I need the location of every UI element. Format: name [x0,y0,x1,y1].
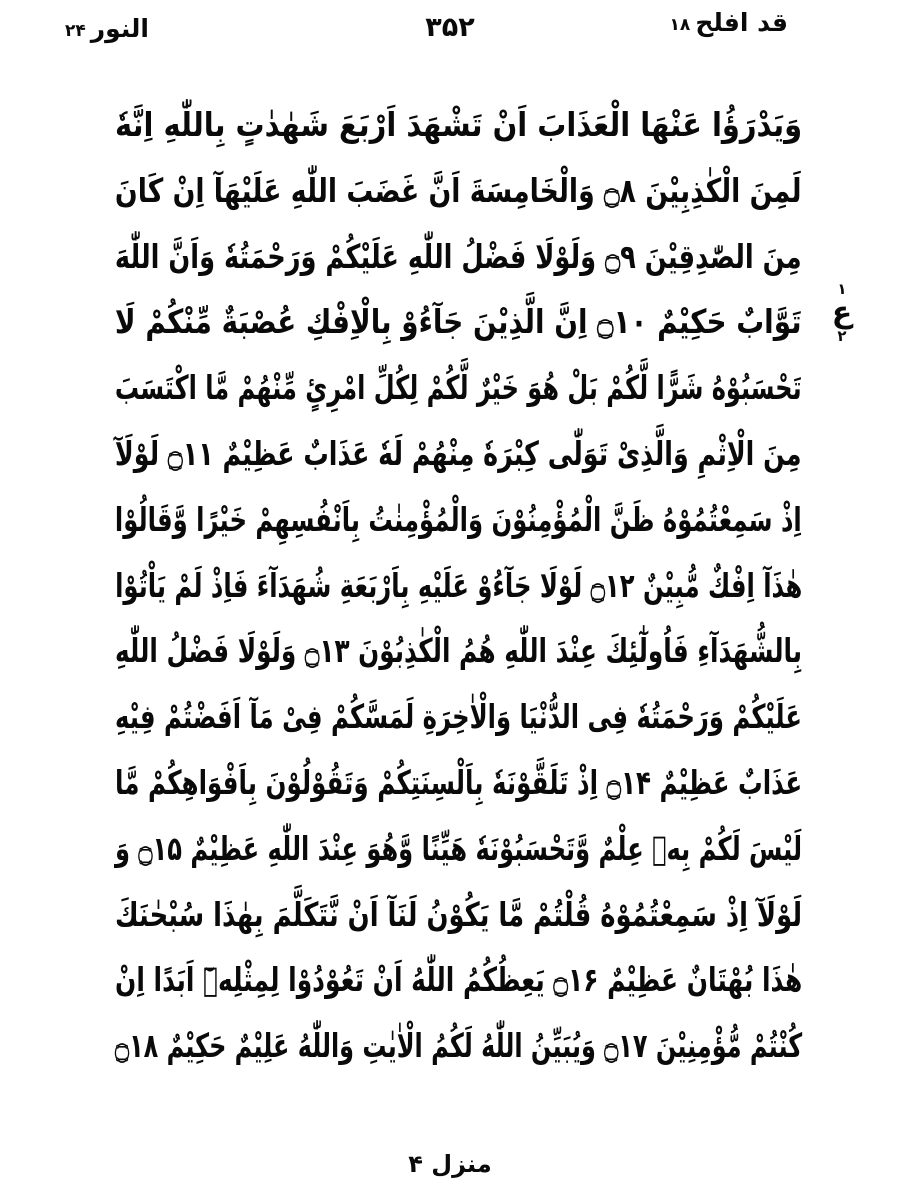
quran-line [115,355,802,421]
quran-line-text: مِنَ الْاِثْمِ وَالَّذِىْ تَوَلّٰى كِبْرَهٗ مِنْهُمْ لَهٗ عَذَابٌ عَظِيْمٌ ۝۱۱ لَوْلَآ [115,433,802,473]
surah-name: النور [90,14,149,43]
quran-line-text: تَوَّابٌ حَكِيْمٌ ۝۱۰ اِنَّ الَّذِيْنَ جَآءُوْ بِالْاِفْكِ عُصْبَةٌ مِّنْكُمْ لَا [115,302,802,342]
quran-line-text: لَيْسَ لَكُمْ بِهٖ عِلْمٌ وَّتَحْسَبُوْنَهٗ هَيِّنًا وَّهُوَ عِنْدَ اللّٰهِ عَظِيْمٌ ۝۱۵ وَ [114,828,802,868]
surah-header [65,14,149,43]
quran-line-text: تَحْسَبُوْهُ شَرًّا لَّكُمْ بَلْ هُوَ خَيْرٌ لَّكُمْ لِكُلِّ امْرِئٍ مِّنْهُمْ مَّا اكْتَسَبَ [115,368,802,408]
quran-line [115,224,802,290]
ruku-margin-marker [822,282,862,344]
quran-line [115,882,802,948]
quran-line [115,553,802,619]
quran-line [115,487,802,553]
quran-line-text: وَيَدْرَؤُا عَنْهَا الْعَذَابَ اَنْ تَشْهَدَ اَرْبَعَ شَهٰدٰتٍ بِاللّٰهِ اِنَّهٗ [114,105,802,144]
ain-icon: ع [831,295,853,330]
quran-line-text: عَلَيْكُمْ وَرَحْمَتُهٗ فِى الدُّنْيَا وَالْاٰخِرَةِ لَمَسَّكُمْ فِىْ مَآ اَفَضْتُمْ فِيْهِ [115,697,802,737]
running-header [0,6,900,50]
juz-number: ۱۸ [669,15,691,35]
quran-line [115,158,802,224]
quran-line-text: بِالشُّهَدَآءِ فَاُولٰٓئِكَ عِنْدَ اللّٰهِ هُمُ الْكٰذِبُوْنَ ۝۱۳ وَلَوْلَا فَضْلُ اللّٰهِ [114,631,802,671]
surah-number: ۲۴ [65,21,86,41]
quran-text-block [115,92,802,1082]
quran-line [115,1013,802,1079]
quran-line-text: اِذْ سَمِعْتُمُوْهُ ظَنَّ الْمُؤْمِنُوْنَ وَالْمُؤْمِنٰتُ بِاَنْفُسِهِمْ خَيْرًا وَّقَالُوْا [115,499,802,539]
quran-line [115,816,802,882]
quran-line-text: لَوْلَآ اِذْ سَمِعْتُمُوْهُ قُلْتُمْ مَّا يَكُوْنُ لَنَآ اَنْ نَّتَكَلَّمَ بِهٰذَا سُبْحٰنَكَ [114,894,802,934]
manzil-footer: منزل ۴ [408,1150,492,1178]
quran-line-text: لَمِنَ الْكٰذِبِيْنَ ۝۸ وَالْخَامِسَةَ اَنَّ غَضَبَ اللّٰهِ عَلَيْهَآ اِنْ كَانَ [115,170,802,210]
quran-line [115,618,802,684]
quran-line [115,92,802,158]
quran-line [115,750,802,816]
quran-line [115,289,802,355]
page-number: ۳۵۲ [425,12,475,43]
quran-line-text: هٰذَآ اِفْكٌ مُّبِيْنٌ ۝۱۲ لَوْلَا جَآءُوْ عَلَيْهِ بِاَرْبَعَةِ شُهَدَآءَ فَاِذْ لَمْ يَاْتُوْا [114,565,802,605]
ruku-number-bottom: ۲ [837,327,847,345]
juz-name: قد افلح [695,8,788,37]
ruku-number-top: ۱ [837,280,847,298]
quran-line-text: كُنْتُمْ مُّؤْمِنِيْنَ ۝۱۷ وَيُبَيِّنُ اللّٰهُ لَكُمُ الْاٰيٰتِ وَاللّٰهُ عَلِيْمٌ حَكِيْمٌ ۝۱۸ [114,1026,802,1066]
quran-line-text: عَذَابٌ عَظِيْمٌ ۝۱۴ اِذْ تَلَقَّوْنَهٗ بِاَلْسِنَتِكُمْ وَتَقُوْلُوْنَ بِاَفْوَاهِكُمْ مَّا [114,762,802,802]
quran-line [115,421,802,487]
quran-line-text: مِنَ الصّٰدِقِيْنَ ۝۹ وَلَوْلَا فَضْلُ اللّٰهِ عَلَيْكُمْ وَرَحْمَتُهٗ وَاَنَّ اللّٰهَ [115,236,802,276]
juz-header [670,8,788,37]
quran-line [115,684,802,750]
quran-line-text: هٰذَا بُهْتَانٌ عَظِيْمٌ ۝۱۶ يَعِظُكُمُ اللّٰهُ اَنْ تَعُوْدُوْا لِمِثْلِهٖٓ اَبَدًا اِنْ [114,960,802,1000]
quran-line [115,947,802,1013]
